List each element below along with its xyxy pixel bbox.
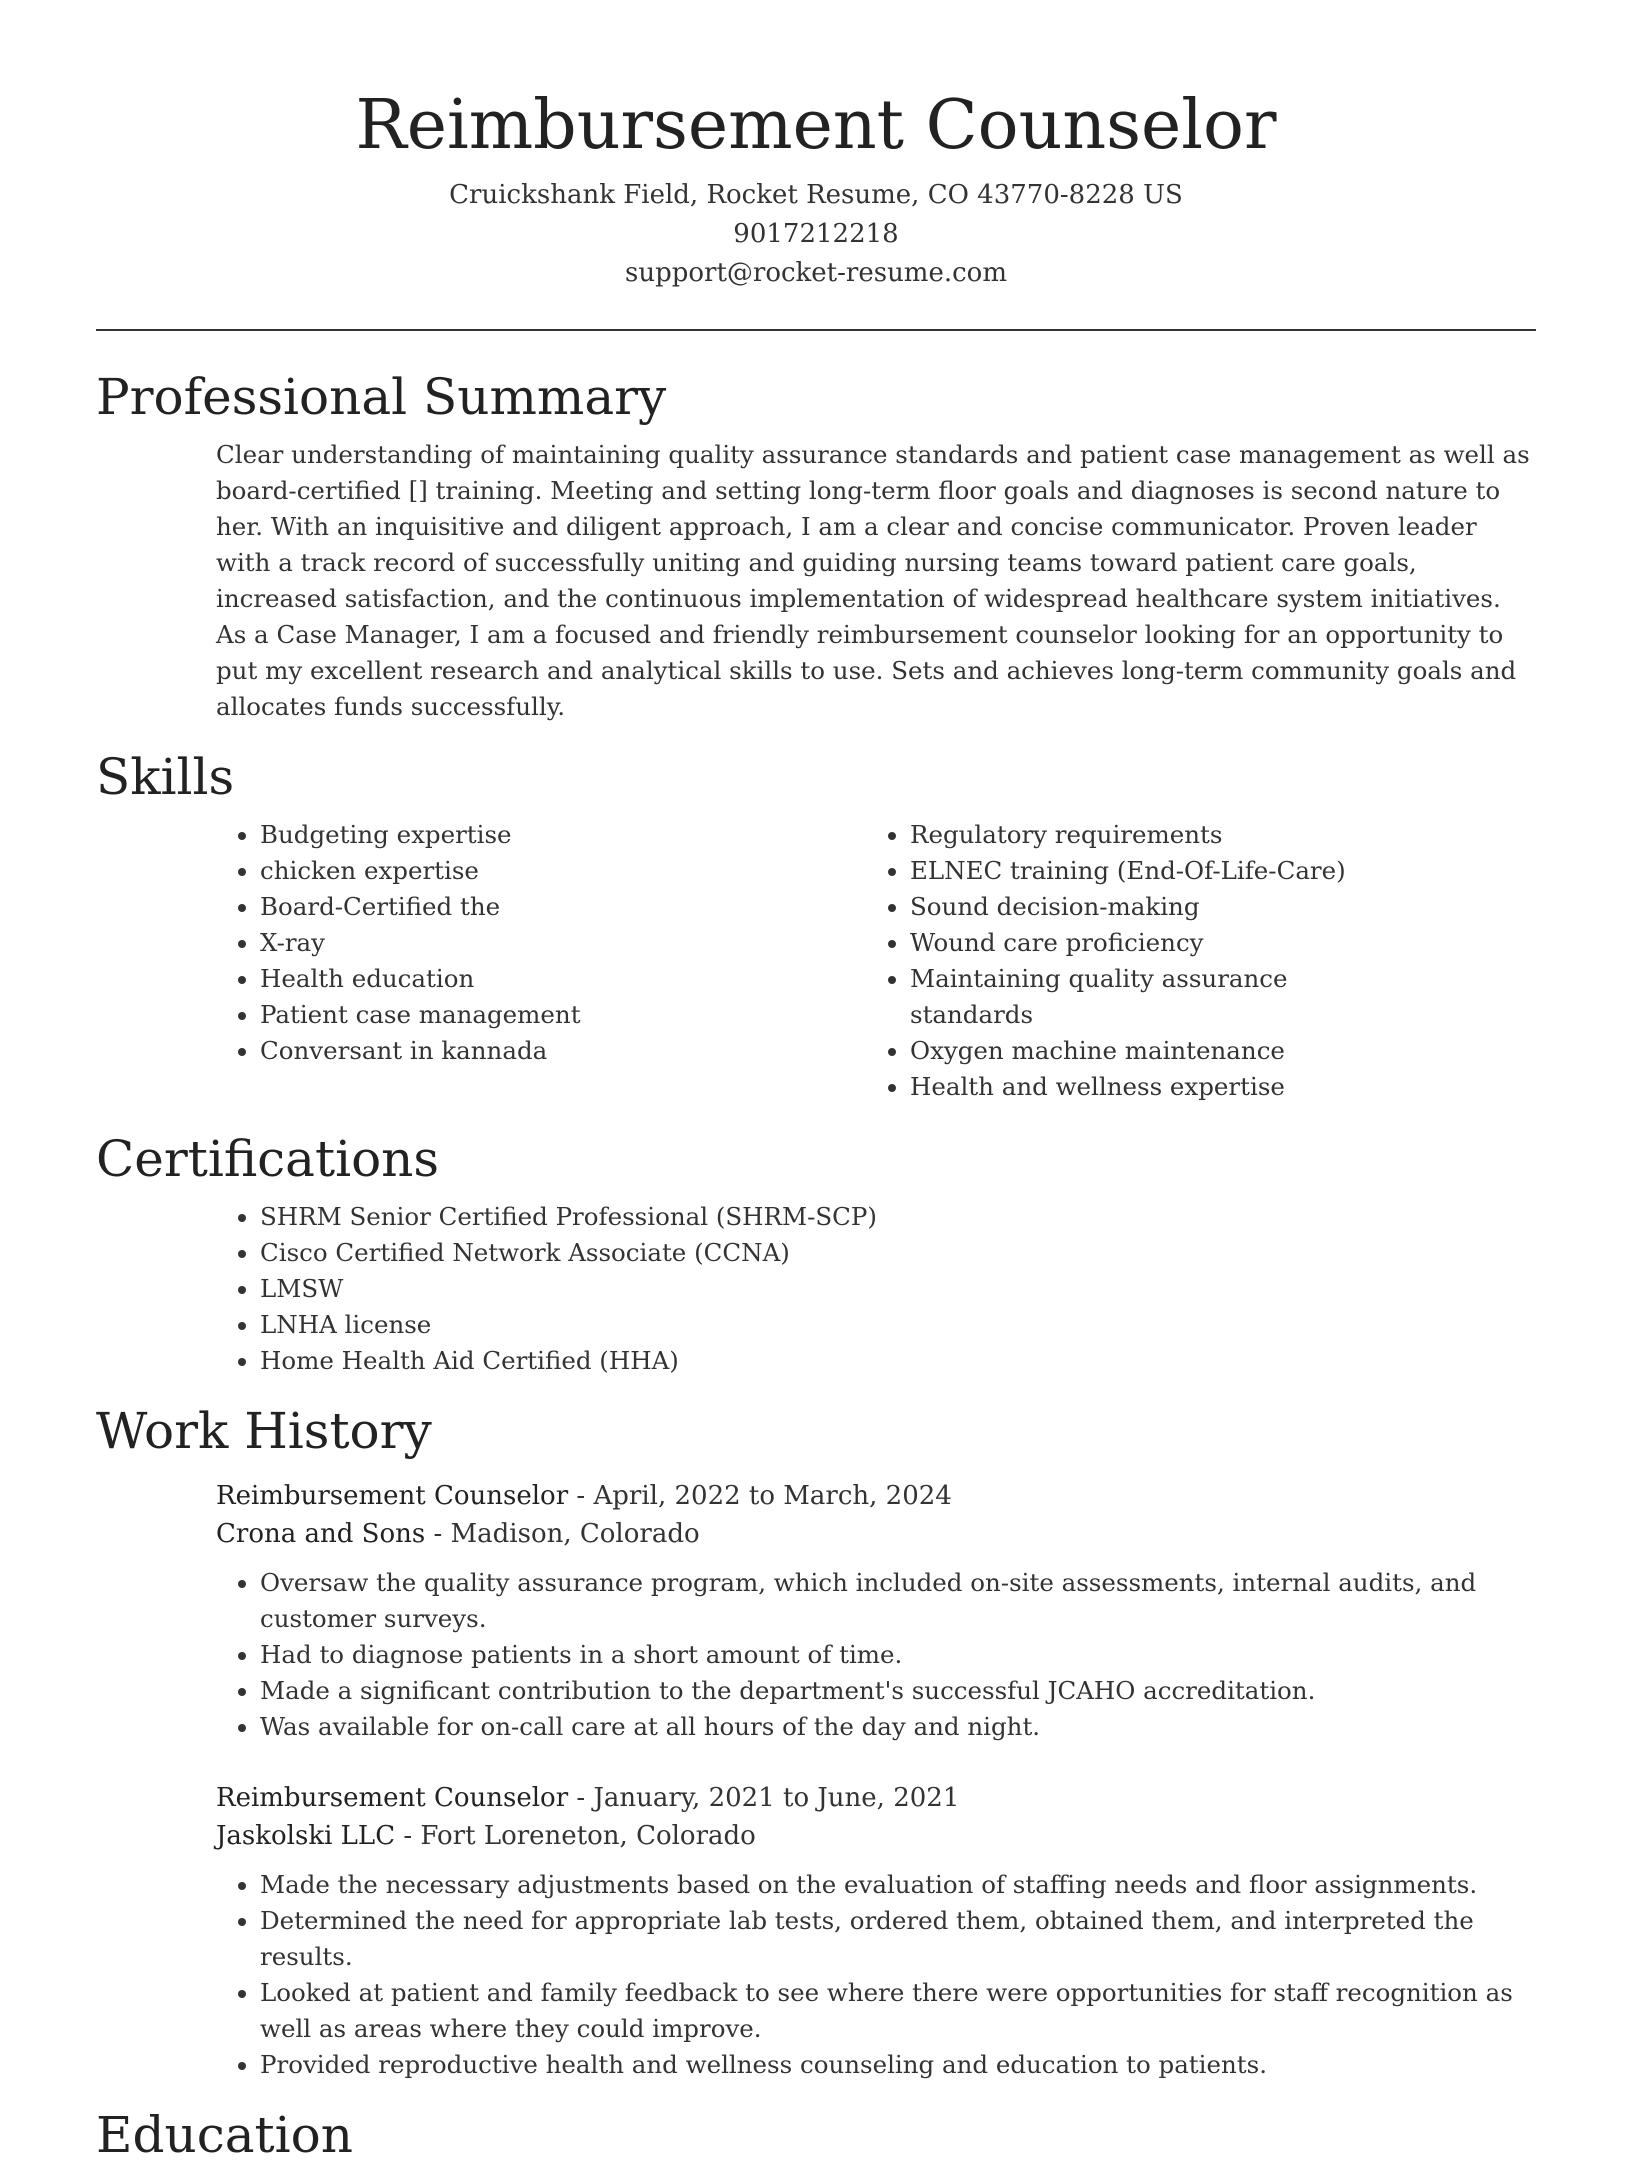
certifications-section: [96, 1129, 1536, 1379]
skills-columns: [96, 817, 1536, 1105]
header-divider: [96, 329, 1536, 331]
job-bullet: • Oversaw the quality assurance program, which included on-site assessments, internal audits, and customer surveys.: [260, 1565, 1536, 1637]
certifications-list: [96, 1199, 1536, 1379]
education-section: [96, 2105, 1536, 2165]
certifications-title: Certifications: [96, 1130, 440, 1188]
skill-item: • Conversant in kannada: [260, 1033, 746, 1069]
contact-address: Cruickshank Field, Rocket Resume, CO 43770-8228 US: [449, 180, 1183, 210]
skill-item: • Regulatory requirements: [910, 817, 1396, 853]
job-bullets: [216, 1565, 1536, 1745]
job-bullet: • Was available for on-call care at all hours of the day and night.: [260, 1709, 1536, 1745]
skill-item: • Patient case management: [260, 997, 746, 1033]
job-bullet: • Looked at patient and family feedback to see where there were opportunities for staff recognition as well as areas where they could improve.: [260, 1975, 1536, 2047]
job-company: Jaskolski LLC: [216, 1821, 396, 1851]
job-company-line: [216, 1817, 1536, 1855]
job-bullet: • Made the necessary adjustments based on the evaluation of staffing needs and floor assignments.: [260, 1867, 1536, 1903]
job-entry: [216, 1477, 1536, 1745]
skill-item: • Health and wellness expertise: [910, 1069, 1396, 1105]
certification-item: • LNHA license: [260, 1307, 1536, 1343]
job-role: Reimbursement Counselor: [216, 1481, 569, 1511]
skills-column-left: [96, 817, 746, 1105]
job-dates: - January, 2021 to June, 2021: [568, 1783, 960, 1813]
resume-header: [96, 0, 1536, 293]
certification-item: • LMSW: [260, 1271, 1536, 1307]
summary-title: Professional Summary: [96, 368, 667, 426]
skill-item: • Board-Certified the: [260, 889, 746, 925]
certification-item: • Home Health Aid Certified (HHA): [260, 1343, 1536, 1379]
summary-section: [96, 367, 1536, 725]
job-company: Crona and Sons: [216, 1519, 426, 1549]
work-history-section: [96, 1401, 1536, 2083]
resume-page: [96, 0, 1536, 2165]
job-bullets: [216, 1867, 1536, 2083]
job-bullet: • Determined the need for appropriate lab tests, ordered them, obtained them, and interpreted the results.: [260, 1903, 1536, 1975]
contact-block: [96, 176, 1536, 293]
skill-item: • Wound care proficiency: [910, 925, 1396, 961]
certification-item: • Cisco Certified Network Associate (CCNA): [260, 1235, 1536, 1271]
skill-item: • Oxygen machine maintenance: [910, 1033, 1396, 1069]
skills-title: Skills: [96, 748, 235, 806]
education-title: Education: [96, 2106, 353, 2164]
resume-name: Reimbursement Counselor: [355, 86, 1277, 165]
job-location: - Madison, Colorado: [425, 1519, 700, 1549]
skill-item: • X-ray: [260, 925, 746, 961]
contact-email: support@rocket-resume.com: [624, 258, 1007, 288]
job-dates: - April, 2022 to March, 2024: [568, 1481, 952, 1511]
skill-item: • Budgeting expertise: [260, 817, 746, 853]
job-bullet: • Provided reproductive health and wellness counseling and education to patients.: [260, 2047, 1536, 2083]
summary-text: Clear understanding of maintaining quality assurance standards and patient case management as well as board-certified [] training. Meeting and setting long-term floor goals and diagnoses is second nature to her. With an inquisitive and diligent approach, I am a clear and concise communicator. Proven leader with a track record of successfully uniting and guiding nursing teams toward patient care goals, increased satisfaction, and the continuous implementation of widespread healthcare system initiatives. As a Case Manager, I am a focused and friendly reimbursement counselor looking for an opportunity to put my excellent research and analytical skills to use. Sets and achieves long-term community goals and allocates funds successfully.: [216, 440, 1530, 721]
skill-item: • chicken expertise: [260, 853, 746, 889]
job-title-line: [216, 1477, 1536, 1515]
skills-section: [96, 747, 1536, 1105]
contact-phone: 9017212218: [733, 219, 899, 249]
skill-item: • Sound decision-making: [910, 889, 1396, 925]
job-location: - Fort Loreneton, Colorado: [395, 1821, 756, 1851]
skill-item: • ELNEC training (End-Of-Life-Care): [910, 853, 1396, 889]
job-title-line: [216, 1779, 1536, 1817]
skills-column-right: [746, 817, 1396, 1105]
skill-item: • Maintaining quality assurance standards: [910, 961, 1396, 1033]
job-entry: [216, 1779, 1536, 2083]
certification-item: • SHRM Senior Certified Professional (SHRM-SCP): [260, 1199, 1536, 1235]
job-role: Reimbursement Counselor: [216, 1783, 569, 1813]
job-bullet: • Had to diagnose patients in a short amount of time.: [260, 1637, 1536, 1673]
job-company-line: [216, 1515, 1536, 1553]
work-history-title: Work History: [96, 1402, 432, 1460]
job-bullet: • Made a significant contribution to the department's successful JCAHO accreditation.: [260, 1673, 1536, 1709]
skill-item: • Health education: [260, 961, 746, 997]
